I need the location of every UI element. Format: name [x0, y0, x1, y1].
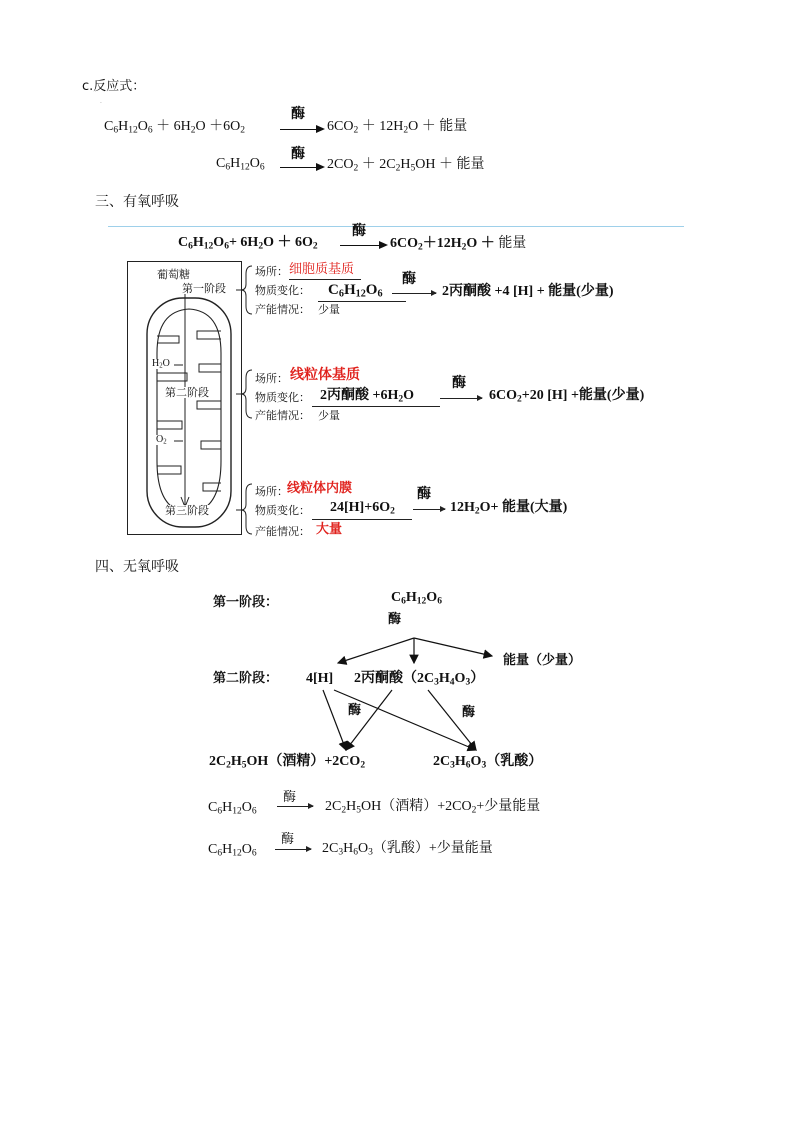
anaerobic-lactic-product: $2C_3H_6O_3$（乳酸） — [433, 754, 543, 771]
arrow-h-to-lactic — [334, 690, 476, 750]
anaerobic-enzyme: 酶 — [388, 612, 402, 627]
anaerobic-enzyme-left: 酶 — [348, 703, 362, 718]
stage2-product: $6CO_2+20$ [H] +能量(少量) — [489, 388, 645, 405]
stage2-reactant: 2丙酮酸 $+6H_2O$ — [320, 388, 415, 405]
eq1-energy: 能量 — [439, 119, 468, 134]
stage2-energy-label: 产能情况： — [255, 409, 310, 422]
anaerobic-glucose: $C_6H_{12}O_6$ — [391, 590, 442, 607]
aerobic-overall-rhs: $6CO_2+12H_2O$ ＋ 能量 — [390, 235, 527, 253]
eq-lactic-rhs: $2C_3H_6O_3$（乳酸）+少量能量 — [322, 841, 493, 858]
anaerobic-stage1-label: 第一阶段： — [213, 595, 279, 610]
reaction-heading: c.反应式： — [82, 79, 146, 94]
stage2-change-label: 物质变化： — [255, 391, 310, 404]
eq1-water-out: $12H_2O$ — [379, 119, 419, 136]
eq1-water: $6H_2O$ — [173, 119, 206, 136]
eq2-ethanol: $2C_2H_5OH$ — [379, 157, 436, 174]
anaerobic-alcohol-product: $2C_2H_5OH$（酒精）$+2CO_2$ — [209, 754, 366, 771]
stage3-label: 第三阶段 — [165, 504, 209, 517]
anaerobic-h: 4[H] — [306, 671, 334, 686]
stage3-reactant: $24[H]+6O_2$ — [330, 500, 395, 517]
stage2-label: 第二阶段 — [165, 386, 209, 399]
stage3-enzyme: 酶 — [417, 486, 431, 502]
eq1-oxygen: $6O_2$ — [223, 119, 246, 136]
stage1-energy-label: 产能情况： — [255, 303, 310, 316]
eq1-enzyme: 酶 — [291, 106, 305, 122]
eq2-glucose: $C_6H_{12}O_6$ — [216, 156, 265, 173]
aerobic-overall-lhs: $C_6H_{12}O_6+ 6H_2O + 6O_2$ — [178, 235, 318, 252]
eq1-glucose: $C_6H_{12}O_6$ — [104, 119, 153, 136]
eq-alcohol-enzyme: 酶 — [283, 790, 297, 805]
stage3-energy-label: 产能情况： — [255, 525, 310, 538]
stage1-site: 细胞质基质 — [289, 262, 355, 277]
arrow-pyruvate-to-lactic — [428, 690, 476, 750]
eq-lactic-arrow — [275, 849, 311, 850]
eq1-rhs: $6CO_2 + 12H_2O$ ＋ 能量 — [327, 119, 468, 136]
arrow-pyruvate-to-alcohol — [346, 690, 392, 750]
eq2-enzyme: 酶 — [291, 146, 305, 162]
eq-lactic-enzyme: 酶 — [281, 832, 295, 847]
arrow-h-to-alcohol — [323, 690, 346, 750]
aerobic-heading: 三、有氧呼吸 — [95, 194, 179, 210]
stage3-site-label: 场所： — [255, 485, 288, 498]
stage1-energy: 少量 — [318, 303, 340, 316]
arrow-to-h — [338, 638, 414, 663]
anaerobic-heading: 四、无氧呼吸 — [95, 559, 179, 575]
stage3-energy: 大量 — [316, 522, 343, 537]
aerobic-overall-enzyme: 酶 — [352, 223, 366, 239]
stage1-product: 2丙酮酸 +4 [H] + 能量(少量) — [442, 284, 614, 299]
stage2-enzyme: 酶 — [452, 375, 466, 391]
stage2-site: 线粒体基质 — [290, 367, 360, 383]
stage3-change-label: 物质变化： — [255, 504, 310, 517]
stage2-site-label: 场所： — [255, 372, 288, 385]
dot-marker: · — [100, 100, 102, 107]
glucose-label: 葡萄糖 — [157, 268, 190, 281]
stage2-energy: 少量 — [318, 409, 340, 422]
eq-alcohol-rhs: $2C_2H_5OH$（酒精）$+2CO_2+$少量能量 — [325, 799, 541, 816]
stage1-enzyme: 酶 — [402, 271, 416, 287]
eq2-co2: $2CO_2$ — [327, 157, 359, 174]
eq1-lhs: $C_6H_{12}O_6 + 6H_2O +6O_2$ — [104, 119, 246, 136]
stage3-product: $12H_2O+$ 能量(大量) — [450, 500, 568, 517]
stage3-site: 线粒体内膜 — [287, 481, 353, 496]
stage1-site-label: 场所： — [255, 265, 288, 278]
stage1-reactant: $C_6H_{12}O_6$ — [328, 282, 383, 300]
eq2-energy: 能量 — [456, 157, 485, 172]
eq-lactic-lhs: $C_6H_{12}O_6$ — [208, 842, 257, 859]
stage1-label: 第一阶段 — [182, 282, 226, 295]
stage1-change-label: 物质变化： — [255, 284, 310, 297]
h2o-label: $H_2O$ — [152, 358, 170, 370]
eq-alcohol-lhs: $C_6H_{12}O_6$ — [208, 800, 257, 817]
anaerobic-enzyme-right: 酶 — [462, 705, 476, 720]
arrow-to-energy — [414, 638, 492, 656]
eq1-co2: $6CO_2$ — [327, 119, 359, 136]
anaerobic-stage2-label: 第二阶段： — [213, 671, 279, 686]
anaerobic-energy-small: 能量（少量） — [503, 653, 582, 668]
anaerobic-pyruvate: 2丙酮酸$(2C_3H_4O_3)$ — [354, 671, 485, 688]
eq-alcohol-arrow — [277, 806, 313, 807]
eq2-rhs: $2CO_2 + 2C_2H_5OH$ ＋ 能量 — [327, 157, 485, 174]
o2-label: $O_2$ — [156, 434, 167, 446]
